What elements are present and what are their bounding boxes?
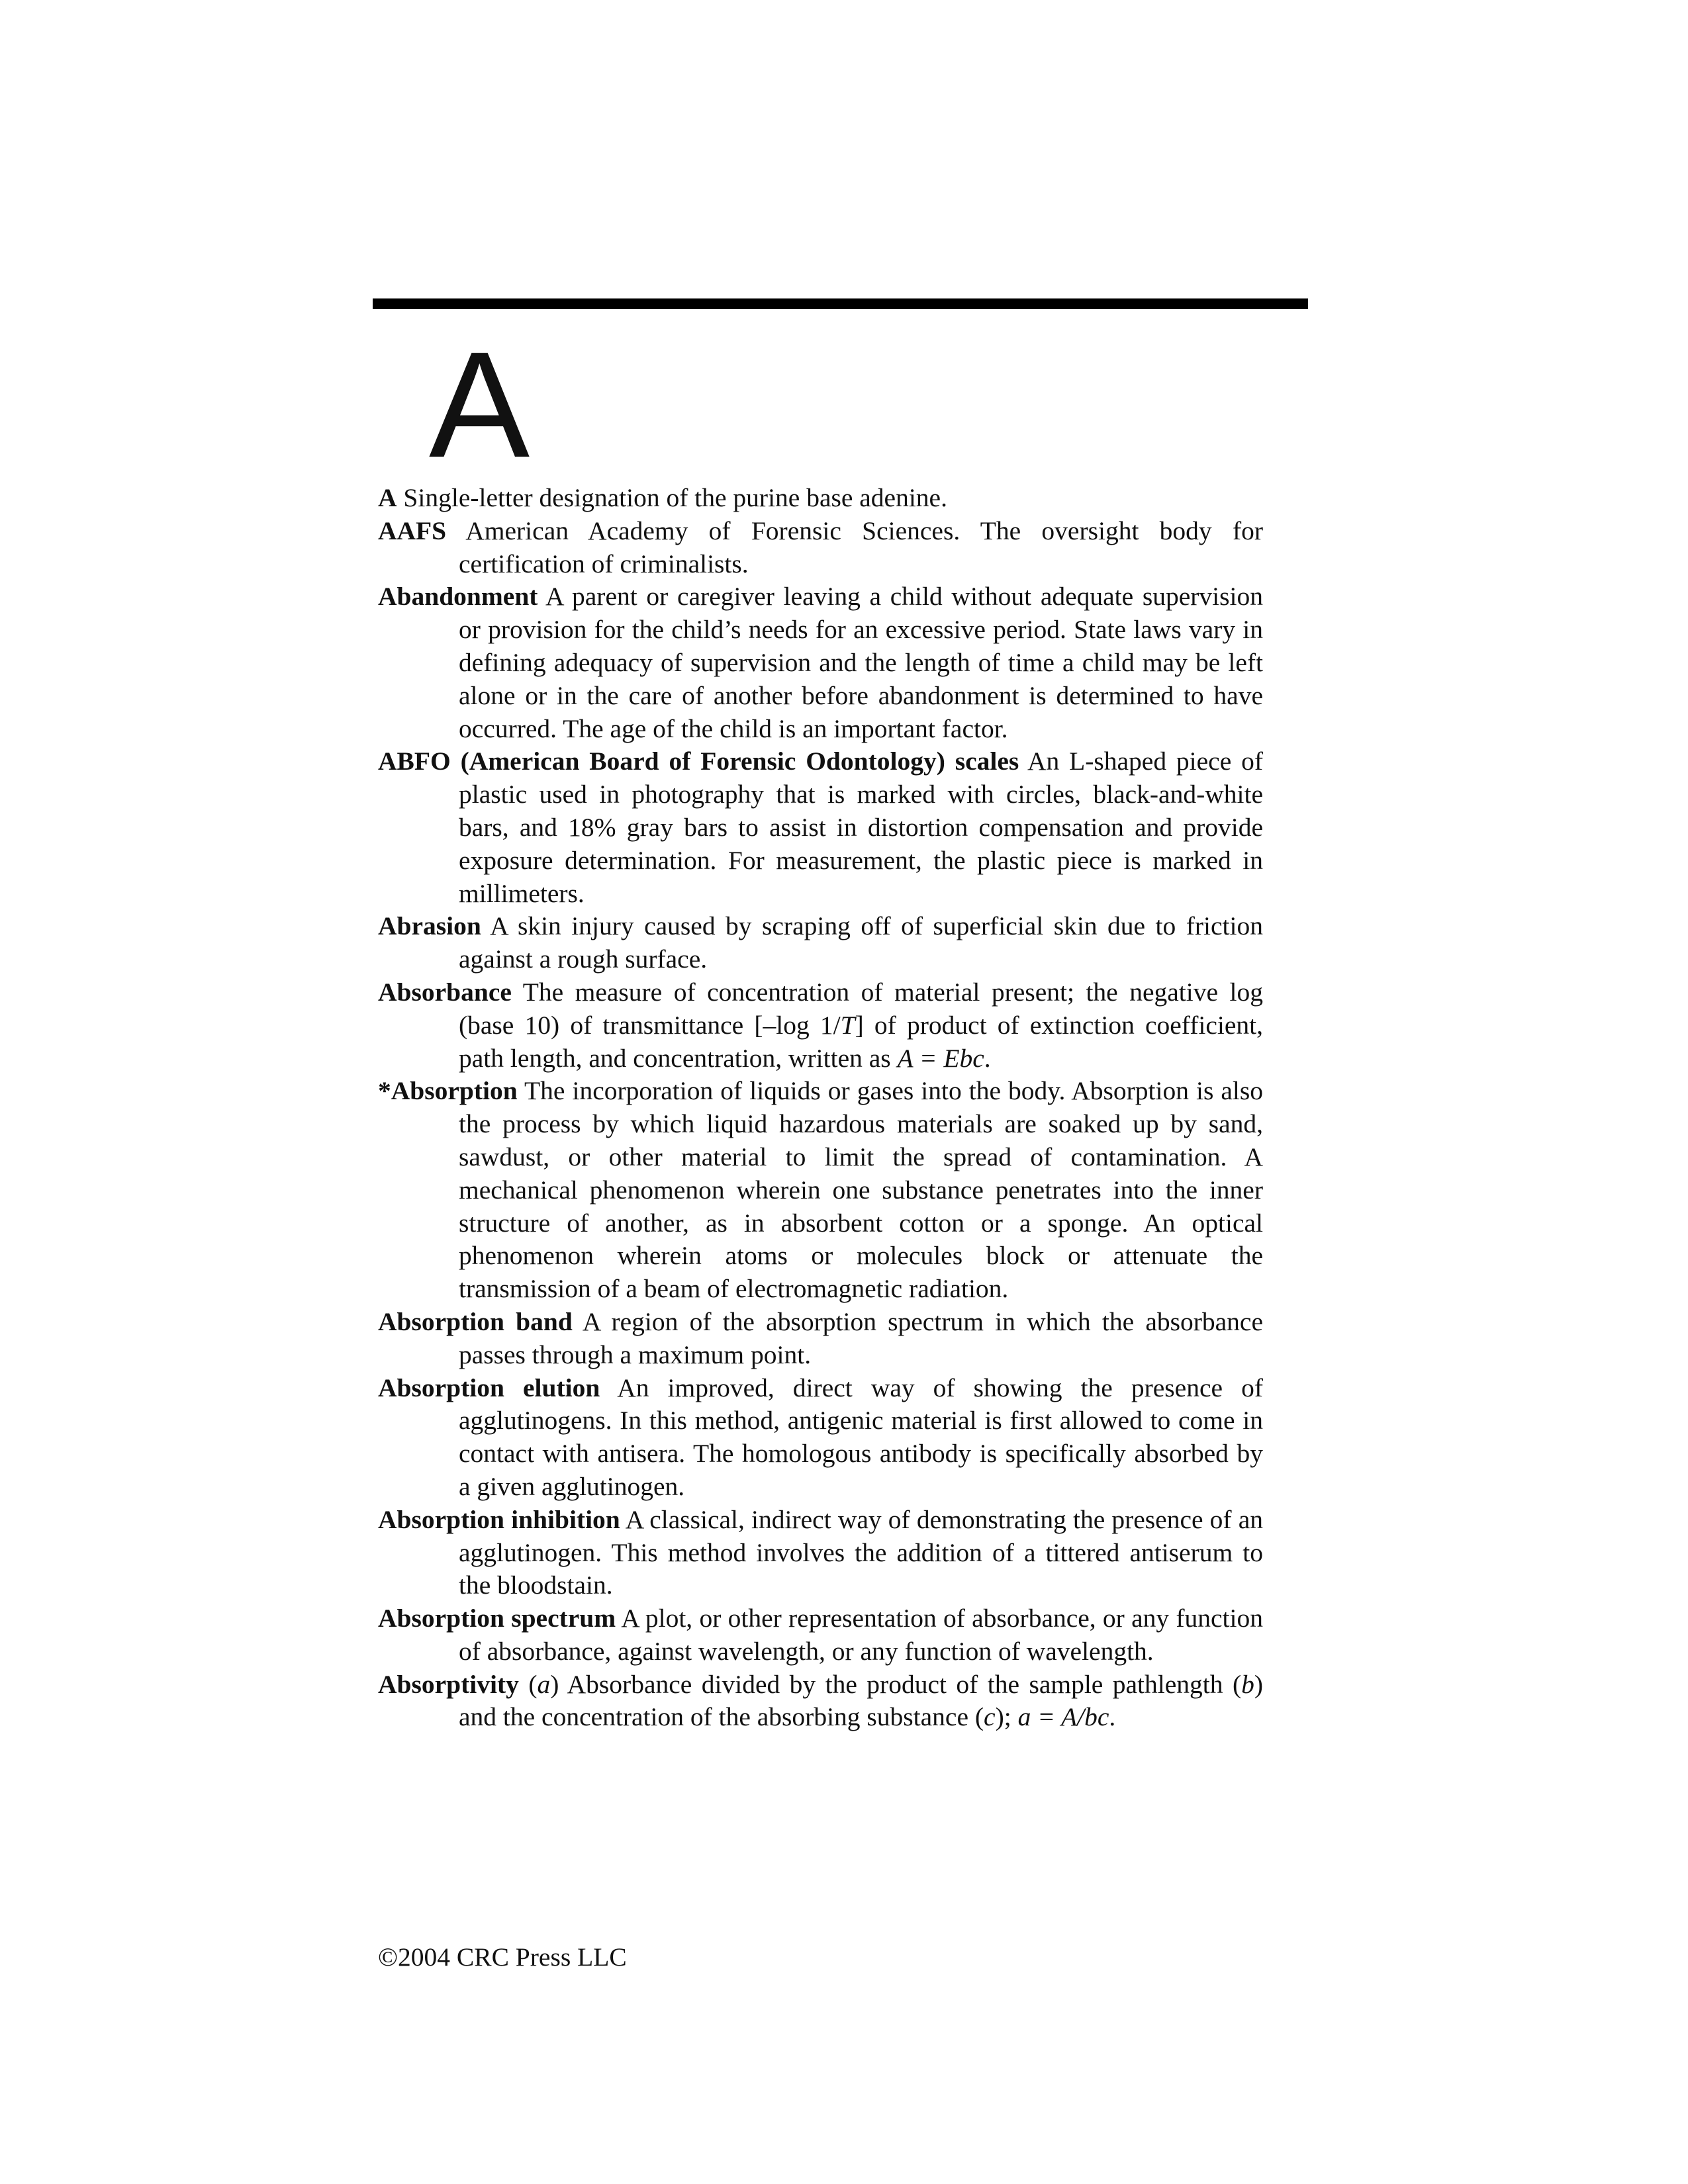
header-rule	[373, 298, 1308, 309]
entry-term: ABFO (American Board of Forensic Odontology) scales	[378, 747, 1019, 776]
entry-term: Absorption inhibition	[378, 1504, 620, 1534]
entry-term: Absorption band	[378, 1306, 573, 1336]
entry-definition: An improved, direct way of showing the presence of agglutinogens. In this method, antigenic material is first allowed to come in contact with antisera. The homologous antibody is specifically absorbed by a given agglutinogen.	[459, 1373, 1263, 1501]
glossary-entry	[378, 976, 1263, 1075]
entry-term: Abrasion	[378, 911, 481, 941]
entry-definition: The incorporation of liquids or gases into the body. Absorption is also the process by which liquid hazardous materials are soaked up by sand, sawdust, or other material to limit the spread of contamination. A mechanical phenomenon wherein one substance penetrates into the inner structure of another, as in absorbent cotton or a sponge. An optical phenomenon wherein atoms or molecules block or attenuate the transmission of a beam of electromagnetic radiation.	[459, 1076, 1263, 1304]
entry-definition: An L-shaped piece of plastic used in photography that is marked with circles, black-and-white bars, and 18% gray bars to assist in distortion compensation and provide exposure determination. For measurement, the plastic piece is marked in millimeters.	[459, 747, 1264, 908]
glossary-entry	[378, 1504, 1263, 1602]
entry-term: Absorption spectrum	[378, 1604, 616, 1633]
glossary-entry	[378, 1372, 1263, 1504]
entry-definition: A parent or caregiver leaving a child without adequate supervision or provision for the child’s needs for an excessive period. State laws vary in defining adequacy of supervision and the length of time a child may be left alone or in the care of another before abandonment is determined to have occurred. The age of the child is an important factor.	[459, 582, 1263, 743]
glossary-entries	[378, 482, 1263, 1734]
entry-term: Abandonment	[378, 582, 538, 612]
section-letter: A	[429, 321, 530, 489]
copyright-footer: ©2004 CRC Press LLC	[378, 1942, 627, 1972]
entry-definition: A classical, indirect way of demonstrating the presence of an agglutinogen. This method involves the addition of a tittered antiserum to the bloodstain.	[459, 1504, 1263, 1600]
entry-definition: American Academy of Forensic Sciences. The oversight body for certification of criminalists.	[459, 516, 1264, 578]
entry-term: Absorbance	[378, 977, 512, 1007]
entry-definition: The measure of concentration of material present; the negative log (base 10) of transmittance [–log 1/T] of product of extinction coefficient, path length, and concentration, written as A = Ebc.	[459, 977, 1264, 1073]
glossary-entry	[378, 1602, 1263, 1668]
entry-term: Absorptivity	[378, 1669, 519, 1699]
entry-term: Absorption elution	[378, 1373, 600, 1402]
entry-term: AAFS	[378, 516, 447, 545]
glossary-entry	[378, 1306, 1263, 1372]
glossary-entry	[378, 910, 1263, 976]
entry-definition: Absorbance divided by the product of the sample pathlength (b) and the concentration of the absorbing substance (c); a = A/bc.	[459, 1669, 1264, 1732]
entry-definition: Single-letter designation of the purine base adenine.	[403, 483, 947, 512]
entry-definition: A plot, or other representation of absorbance, or any function of absorbance, against wavelength, or any function of wavelength.	[459, 1604, 1263, 1666]
entry-definition: A region of the absorption spectrum in which the absorbance passes through a maximum point.	[459, 1306, 1263, 1369]
glossary-entry	[378, 1075, 1263, 1306]
glossary-entry: Absorptivity (a) Absorbance divided by the product of the sample pathlength (b) and the concentration of the absorbing substance (c); a = A/bc.	[378, 1669, 1264, 1732]
entry-term: *Absorption	[378, 1076, 518, 1106]
glossary-entry	[378, 482, 1263, 515]
entry-term: A	[378, 483, 397, 512]
glossary-entry	[378, 515, 1263, 581]
glossary-entry	[378, 580, 1263, 745]
glossary-entry	[378, 745, 1263, 910]
entry-definition: A skin injury caused by scraping off of superficial skin due to friction against a rough surface.	[459, 911, 1263, 974]
